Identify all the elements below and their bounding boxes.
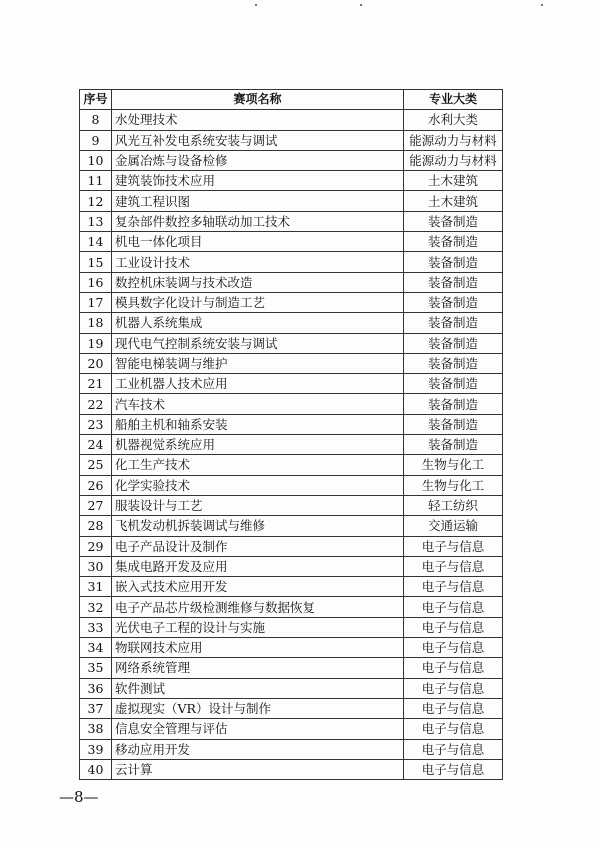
- table-row: [80, 252, 503, 272]
- row-index: 18: [80, 313, 112, 333]
- row-event-name: 飞机发动机拆装调试与维修: [112, 516, 404, 536]
- table-row: [80, 658, 503, 678]
- row-event-name: 化学实验技术: [112, 475, 404, 495]
- table-row: [80, 394, 503, 414]
- row-event-name: 复杂部件数控多轴联动加工技术: [112, 211, 404, 231]
- row-index: 24: [80, 435, 112, 455]
- table-row: [80, 353, 503, 373]
- header-category: 专业大类: [404, 90, 503, 110]
- row-category: 装备制造: [404, 435, 503, 455]
- row-event-name: 模具数字化设计与制造工艺: [112, 292, 404, 312]
- row-index: 11: [80, 171, 112, 191]
- row-category: 能源动力与材料: [404, 150, 503, 170]
- row-category: 装备制造: [404, 232, 503, 252]
- table-row: [80, 455, 503, 475]
- row-event-name: 电子产品芯片级检测维修与数据恢复: [112, 597, 404, 617]
- scan-speck: [541, 4, 543, 6]
- row-event-name: 服装设计与工艺: [112, 495, 404, 515]
- row-category: 交通运输: [404, 516, 503, 536]
- row-category: 水利大类: [404, 110, 503, 130]
- row-event-name: 船舶主机和轴系安装: [112, 414, 404, 434]
- row-index: 37: [80, 698, 112, 718]
- row-index: 22: [80, 394, 112, 414]
- row-category: 土木建筑: [404, 171, 503, 191]
- table-row: [80, 374, 503, 394]
- row-event-name: 移动应用开发: [112, 739, 404, 759]
- table-row: [80, 638, 503, 658]
- row-event-name: 建筑装饰技术应用: [112, 171, 404, 191]
- row-index: 14: [80, 232, 112, 252]
- table-row: [80, 110, 503, 130]
- row-event-name: 金属冶炼与设备检修: [112, 150, 404, 170]
- table-row: [80, 759, 503, 779]
- row-category: 电子与信息: [404, 577, 503, 597]
- row-category: 电子与信息: [404, 556, 503, 576]
- table-row: [80, 536, 503, 556]
- table-row: [80, 150, 503, 170]
- row-event-name: 机电一体化项目: [112, 232, 404, 252]
- row-event-name: 嵌入式技术应用开发: [112, 577, 404, 597]
- table-row: [80, 211, 503, 231]
- scan-speck: [255, 4, 257, 6]
- competition-table: [79, 89, 503, 780]
- row-index: 15: [80, 252, 112, 272]
- row-category: 电子与信息: [404, 739, 503, 759]
- row-event-name: 工业机器人技术应用: [112, 374, 404, 394]
- table-body: [80, 110, 503, 780]
- row-category: 电子与信息: [404, 658, 503, 678]
- row-index: 40: [80, 759, 112, 779]
- row-category: 电子与信息: [404, 536, 503, 556]
- table-row: [80, 333, 503, 353]
- row-category: 装备制造: [404, 414, 503, 434]
- table-row: [80, 414, 503, 434]
- row-category: 轻工纺织: [404, 495, 503, 515]
- row-index: 34: [80, 638, 112, 658]
- table-row: [80, 171, 503, 191]
- row-index: 30: [80, 556, 112, 576]
- row-event-name: 建筑工程识图: [112, 191, 404, 211]
- row-event-name: 汽车技术: [112, 394, 404, 414]
- row-index: 26: [80, 475, 112, 495]
- scan-marks: [0, 0, 600, 20]
- table-row: [80, 130, 503, 150]
- row-index: 23: [80, 414, 112, 434]
- row-category: 装备制造: [404, 272, 503, 292]
- row-event-name: 工业设计技术: [112, 252, 404, 272]
- row-index: 8: [80, 110, 112, 130]
- row-event-name: 光伏电子工程的设计与实施: [112, 617, 404, 637]
- row-category: 装备制造: [404, 292, 503, 312]
- row-index: 28: [80, 516, 112, 536]
- row-category: 电子与信息: [404, 678, 503, 698]
- row-event-name: 智能电梯装调与维护: [112, 353, 404, 373]
- row-category: 装备制造: [404, 313, 503, 333]
- row-event-name: 电子产品设计及制作: [112, 536, 404, 556]
- table-row: [80, 516, 503, 536]
- table-row: [80, 495, 503, 515]
- table-row: [80, 475, 503, 495]
- row-event-name: 机器视觉系统应用: [112, 435, 404, 455]
- row-category: 电子与信息: [404, 759, 503, 779]
- table-header-row: [80, 90, 503, 110]
- row-index: 19: [80, 333, 112, 353]
- row-category: 装备制造: [404, 333, 503, 353]
- table-row: [80, 678, 503, 698]
- row-index: 36: [80, 678, 112, 698]
- row-category: 电子与信息: [404, 698, 503, 718]
- table-row: [80, 739, 503, 759]
- table-row: [80, 719, 503, 739]
- row-index: 29: [80, 536, 112, 556]
- table-row: [80, 313, 503, 333]
- row-index: 39: [80, 739, 112, 759]
- row-event-name: 云计算: [112, 759, 404, 779]
- row-index: 17: [80, 292, 112, 312]
- row-event-name: 物联网技术应用: [112, 638, 404, 658]
- row-index: 20: [80, 353, 112, 373]
- row-event-name: 软件测试: [112, 678, 404, 698]
- row-event-name: 现代电气控制系统安装与调试: [112, 333, 404, 353]
- row-category: 装备制造: [404, 374, 503, 394]
- table-row: [80, 556, 503, 576]
- row-category: 电子与信息: [404, 597, 503, 617]
- table-row: [80, 597, 503, 617]
- row-category: 装备制造: [404, 252, 503, 272]
- table-row: [80, 577, 503, 597]
- header-event-name: 赛项名称: [112, 90, 404, 110]
- row-event-name: 机器人系统集成: [112, 313, 404, 333]
- row-category: 装备制造: [404, 394, 503, 414]
- table-row: [80, 272, 503, 292]
- row-category: 生物与化工: [404, 455, 503, 475]
- row-category: 生物与化工: [404, 475, 503, 495]
- row-event-name: 虚拟现实（VR）设计与制作: [112, 698, 404, 718]
- table-row: [80, 232, 503, 252]
- table-row: [80, 435, 503, 455]
- table-row: [80, 698, 503, 718]
- page-number: —8—: [59, 788, 99, 806]
- row-event-name: 网络系统管理: [112, 658, 404, 678]
- row-index: 9: [80, 130, 112, 150]
- row-index: 10: [80, 150, 112, 170]
- row-index: 16: [80, 272, 112, 292]
- row-category: 装备制造: [404, 353, 503, 373]
- row-category: 装备制造: [404, 211, 503, 231]
- row-index: 33: [80, 617, 112, 637]
- row-event-name: 化工生产技术: [112, 455, 404, 475]
- row-category: 电子与信息: [404, 638, 503, 658]
- row-index: 31: [80, 577, 112, 597]
- row-index: 25: [80, 455, 112, 475]
- row-event-name: 信息安全管理与评估: [112, 719, 404, 739]
- table-row: [80, 617, 503, 637]
- row-index: 38: [80, 719, 112, 739]
- row-index: 32: [80, 597, 112, 617]
- row-category: 土木建筑: [404, 191, 503, 211]
- row-index: 21: [80, 374, 112, 394]
- row-category: 能源动力与材料: [404, 130, 503, 150]
- row-index: 13: [80, 211, 112, 231]
- row-event-name: 风光互补发电系统安装与调试: [112, 130, 404, 150]
- table-row: [80, 292, 503, 312]
- row-event-name: 水处理技术: [112, 110, 404, 130]
- row-category: 电子与信息: [404, 719, 503, 739]
- row-event-name: 数控机床装调与技术改造: [112, 272, 404, 292]
- scan-speck: [360, 4, 362, 6]
- row-event-name: 集成电路开发及应用: [112, 556, 404, 576]
- header-index: 序号: [80, 90, 112, 110]
- row-category: 电子与信息: [404, 617, 503, 637]
- row-index: 12: [80, 191, 112, 211]
- row-index: 27: [80, 495, 112, 515]
- table-row: [80, 191, 503, 211]
- row-index: 35: [80, 658, 112, 678]
